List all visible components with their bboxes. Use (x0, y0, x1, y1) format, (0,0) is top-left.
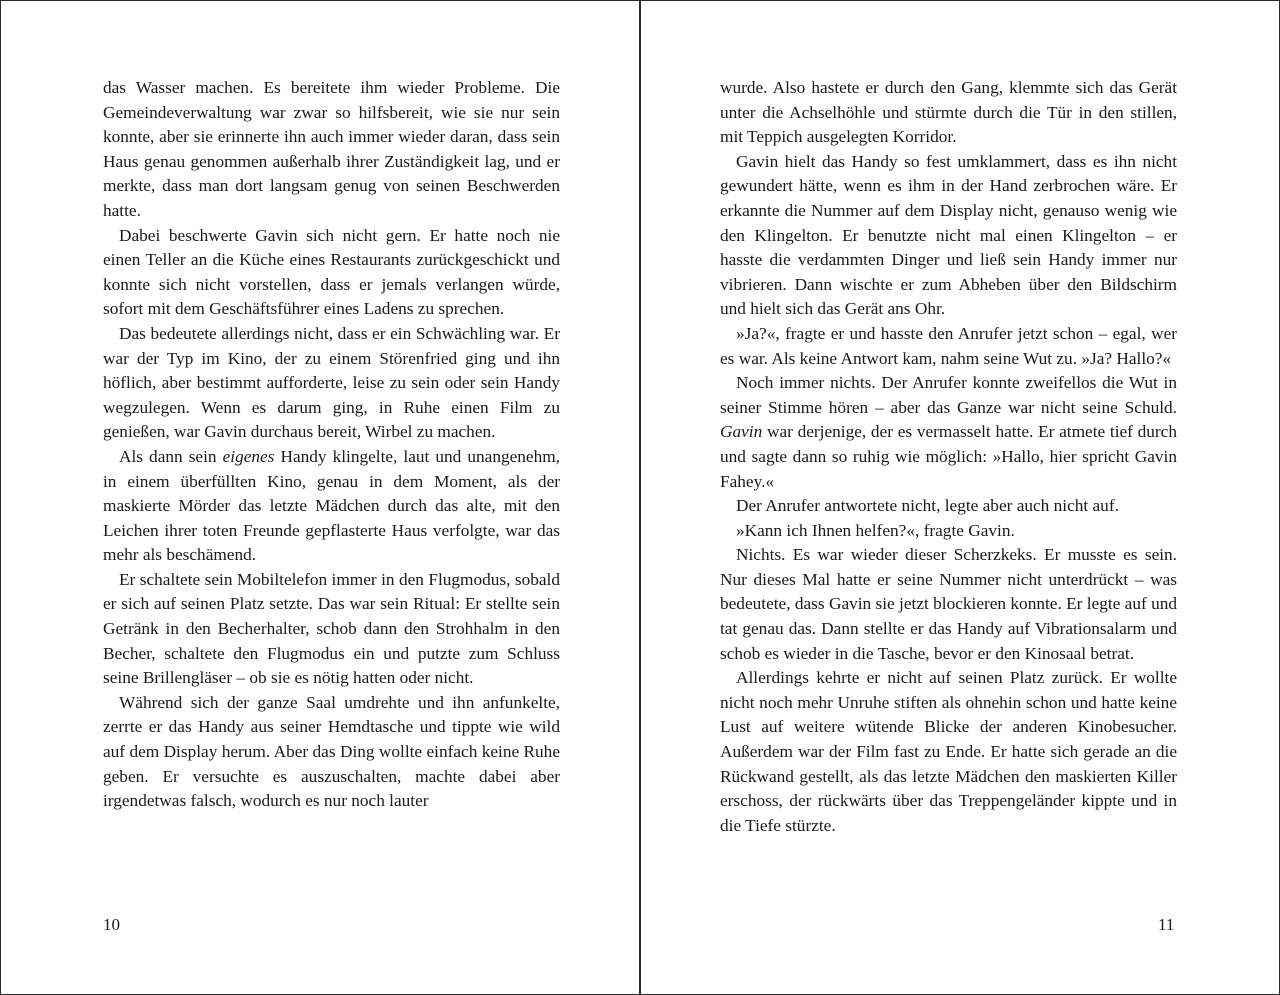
text-run: das Wasser machen. Es bereitete ihm wieder Probleme. Die Gemeindeverwaltung war zwar so hilfsbereit, wie sie nur sein konnte, aber sie erinnerte ihn auch immer wieder daran, dass sein Haus genau genommen außerhalb ihrer Zuständigkeit lag, und er merkte, dass man dort langsam genug von seinen Beschwerden hatte. (103, 78, 560, 220)
text-run: Während sich der ganze Saal umdrehte und ihn anfunkelte, zerrte er das Handy aus seiner Hemdtasche und tippte wie wild auf dem Display herum. Aber das Ding wollte einfach keine Ruhe geben. Er versuchte es auszuschalten, machte dabei aber irgendetwas falsch, wodurch es nur noch lauter (103, 692, 560, 811)
emphasized-text: Gavin (720, 422, 763, 442)
paragraph (720, 322, 1177, 371)
text-run: Noch immer nichts. Der Anrufer konnte zweifellos die Wut in seiner Stimme hören – aber das Ganze war nicht seine Schuld. (720, 373, 1177, 417)
text-run: war derjenige, der es vermasselt hatte. Er atmete tief durch und sagte dann so ruhig wie möglich: »Hallo, hier spricht Gavin Fahey.« (720, 422, 1177, 491)
text-run: wurde. Also hastete er durch den Gang, klemmte sich das Gerät unter die Achselhöhle und stürmte durch die Tür in den stillen, mit Teppich ausgelegten Korridor. (720, 78, 1177, 147)
paragraph (103, 322, 560, 445)
paragraph (103, 224, 560, 322)
text-run: Nichts. Es war wieder dieser Scherzkeks. Er musste es sein. Nur dieses Mal hatte er seine Nummer nicht unterdrückt – was bedeutete, dass Gavin sie jetzt blockieren konnte. Er legte auf und tat genau das. Dann stellte er das Handy auf Vibrationsalarm und schob es wieder in die Tasche, bevor er den Kinosaal betrat. (720, 545, 1177, 663)
text-run: Er schaltete sein Mobiltelefon immer in den Flugmodus, sobald er sich auf seinen Platz setzte. Das war sein Ritual: Er stellte sein Getränk in den Becherhalter, schob dann den Strohhalm in den Becher, schaltete den Flugmodus ein und putzte zum Schluss seine Brillengläser – ob sie es nötig hatten oder nicht. (103, 569, 560, 688)
left-page-text (103, 76, 560, 814)
text-run: Gavin hielt das Handy so fest umklammert, dass es ihn nicht gewundert hätte, wenn es ihm in der Hand zerbrochen wäre. Er erkannte die Nummer auf dem Display nicht, genauso wenig wie den Klingelton. Er benutzte nicht mal einen Klingelton – er hasste die verdammten Dinger und ließ sein Handy immer nur vibrieren. Dann wischte er zum Abheben über den Bildschirm und hielt sich das Gerät ans Ohr. (720, 151, 1177, 319)
text-run: Dabei beschwerte Gavin sich nicht gern. Er hatte noch nie einen Teller an die Küche eines Restaurants zurückgeschickt und konnte sich nicht vorstellen, dass er jemals verlangen würde, sofort mit dem Geschäftsführer eines Ladens zu sprechen. (103, 225, 560, 319)
left-page-number: 10 (103, 915, 120, 934)
text-run: Allerdings kehrte er nicht auf seinen Platz zurück. Er wollte nicht noch mehr Unruhe stiften als ohnehin schon und hatte keine Lust auf weitere wütende Blicke der anderen Kinobesucher. Außerdem war der Film fast zu Ende. Er hatte sich gerade an die Rückwand gestellt, als das letzte Mädchen den maskierten Killer erschoss, der rückwärts über das Treppengeländer kippte und in die Tiefe stürzte. (720, 668, 1177, 835)
text-run: »Kann ich Ihnen helfen?«, fragte Gavin. (736, 520, 1015, 540)
book-gutter (639, 0, 641, 995)
paragraph (720, 371, 1177, 494)
emphasized-text: eigenes (222, 446, 275, 466)
text-run: Das bedeutete allerdings nicht, dass er ein Schwächling war. Er war der Typ im Kino, der zu einem Störenfried ging und ihn höflich, aber bestimmt aufforderte, leise zu sein oder sein Handy wegzulegen. Wenn es darum ging, in Ruhe einen Film zu genießen, war Gavin durchaus bereit, Wirbel zu machen. (103, 323, 560, 442)
paragraph (720, 76, 1177, 150)
paragraph (720, 666, 1177, 838)
paragraph (103, 76, 560, 224)
paragraph (720, 150, 1177, 322)
text-run: Der Anrufer antwortete nicht, legte aber auch nicht auf. (736, 496, 1119, 516)
paragraph (103, 445, 560, 568)
paragraph (720, 494, 1177, 519)
text-run: Als dann sein (119, 446, 223, 466)
text-run: »Ja?«, fragte er und hasste den Anrufer jetzt schon – egal, wer es war. Als keine Antwort kam, nahm seine Wut zu. »Ja? Hallo?« (720, 323, 1177, 368)
paragraph (720, 543, 1177, 666)
paragraph (720, 519, 1177, 544)
paragraph (103, 691, 560, 814)
right-page-text (720, 76, 1177, 838)
text-run: Handy klingelte, laut und unangenehm, in einem überfüllten Kino, genau in dem Moment, als der maskierte Mörder das letzte Mädchen durch das alte, mit den Leichen ihrer toten Freunde gepflasterte Haus verfolgte, war das mehr als beschämend. (103, 446, 560, 565)
paragraph (103, 568, 560, 691)
right-page-number: 11 (1158, 915, 1175, 934)
